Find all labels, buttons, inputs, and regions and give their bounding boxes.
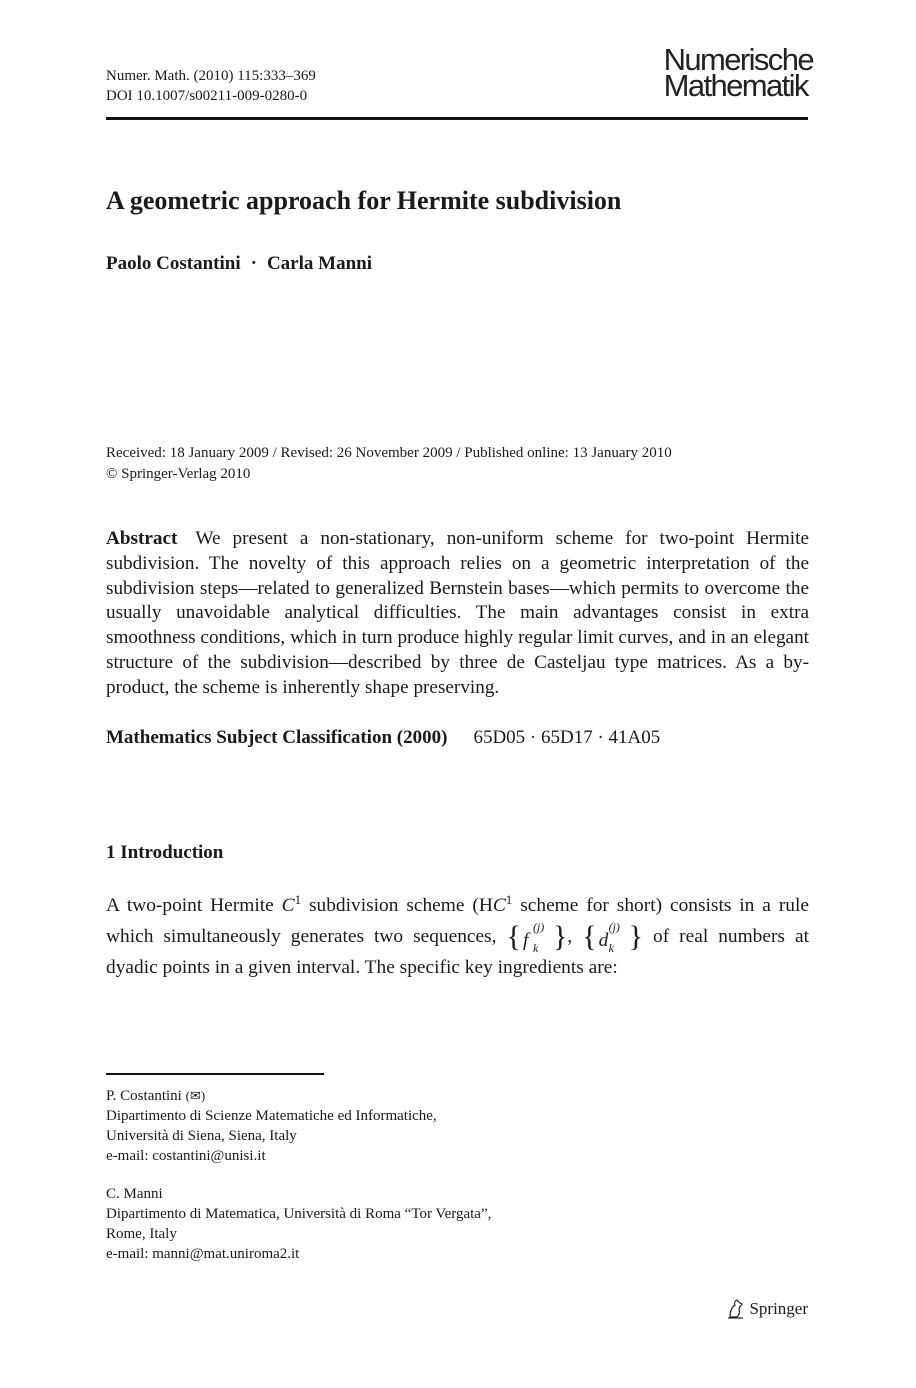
- msc-codes: 65D05 · 65D17 · 41A05: [473, 727, 661, 748]
- affiliation-name: C. Manni: [106, 1186, 163, 1202]
- sequence-d: [597, 920, 629, 955]
- journal-name-line2: Mathematik: [663, 68, 808, 103]
- author-name: Carla Manni: [266, 253, 372, 274]
- journal-name-line1: Numerische: [663, 42, 813, 77]
- journal-logo: [663, 42, 813, 103]
- msc-label: Mathematics Subject Classification (2000): [106, 727, 448, 748]
- text-run: of real numbers at dyadic points in a given interval. The specific key ingredients are:: [106, 926, 809, 978]
- header-divider: [106, 117, 808, 120]
- author-separator: ·: [250, 253, 257, 274]
- text-run: subdivision scheme (H: [308, 895, 493, 916]
- text-run: A two-point Hermite: [106, 895, 274, 916]
- seq-superscript: (j): [608, 920, 620, 934]
- seq-symbol: f: [522, 930, 529, 951]
- intro-paragraph: A two-point Hermite $C^1$ subdivision scheme ($HC^1$ scheme for short) consists in a rule which simultaneously generates two sequences, { f (j) k }, { d (j) k } of real numbers at dyadic points in a given interval. The specific key ingredients are:: [106, 892, 809, 978]
- author-list: [106, 253, 372, 275]
- affiliation-univ: Università di Siena, Siena, Italy: [106, 1128, 297, 1144]
- doi[interactable]: DOI 10.1007/s00211-009-0280-0: [106, 88, 308, 104]
- affiliation-dept: Dipartimento di Matematica, Università di Roma “Tor Vergata”,: [106, 1206, 492, 1222]
- paper-title: A geometric approach for Hermite subdivision: [106, 186, 622, 215]
- seq-subscript: k: [608, 941, 614, 955]
- affiliation-email[interactable]: e-mail: manni@mat.uniroma2.it: [106, 1246, 300, 1262]
- sequence-f: [521, 920, 553, 955]
- springer-horse-icon: [727, 1299, 745, 1319]
- abstract-label: Abstract: [106, 528, 178, 549]
- affiliation-email[interactable]: e-mail: costantini@unisi.it: [106, 1148, 266, 1164]
- brace-open: {: [582, 920, 597, 953]
- citation-block: [106, 66, 316, 106]
- section-heading: 1 Introduction: [106, 842, 224, 863]
- affiliation-univ: Rome, Italy: [106, 1226, 177, 1242]
- affiliation-name: P. Costantini: [106, 1088, 182, 1104]
- author-affiliation-1: [106, 1086, 437, 1166]
- publication-history: [106, 443, 816, 485]
- math-superscript: 1: [294, 892, 302, 907]
- envelope-icon[interactable]: (✉): [185, 1088, 206, 1103]
- math-superscript: 1: [505, 892, 513, 907]
- publisher-name: Springer: [749, 1299, 808, 1318]
- copyright-line: © Springer-Verlag 2010: [106, 466, 251, 482]
- publisher-mark: [727, 1299, 808, 1319]
- abstract-text: We present a non-stationary, non-uniform scheme for two-point Hermite subdivision. The novelty of this approach relies on a geometric interpretation of the subdivision steps—related to generalized Bernstein bases—which permits to overcome the usually unavoidable analytical difficulties. The main advantages consist in extra smoothness conditions, which in turn produce highly regular limit curves, and in an elegant structure of the subdivision—described by three de Casteljau type matrices. As a by-product, the scheme is inherently shape preserving.: [106, 528, 809, 698]
- citation: Numer. Math. (2010) 115:333–369: [106, 68, 316, 84]
- seq-superscript: (j): [532, 920, 545, 934]
- brace-open: {: [506, 920, 521, 953]
- seq-symbol: d: [598, 930, 609, 951]
- affiliation-dept: Dipartimento di Scienze Matematiche ed Informatiche,: [106, 1108, 437, 1124]
- math-symbol: C: [281, 895, 295, 916]
- seq-subscript: k: [532, 941, 539, 955]
- math-symbol: C: [492, 895, 506, 916]
- abstract: [106, 527, 809, 701]
- msc-classification: [106, 727, 660, 749]
- brace-close: }: [552, 920, 568, 953]
- dates-line: Received: 18 January 2009 / Revised: 26 November 2009 / Published online: 13 January 2010: [106, 445, 672, 461]
- author-affiliation-2: [106, 1184, 491, 1264]
- author-name: Paolo Costantini: [106, 253, 241, 274]
- text-run: scheme for short) consists in a rule which simultaneously generates two sequences,: [106, 895, 809, 947]
- footnote-divider: [106, 1073, 324, 1075]
- brace-close: }: [628, 920, 643, 953]
